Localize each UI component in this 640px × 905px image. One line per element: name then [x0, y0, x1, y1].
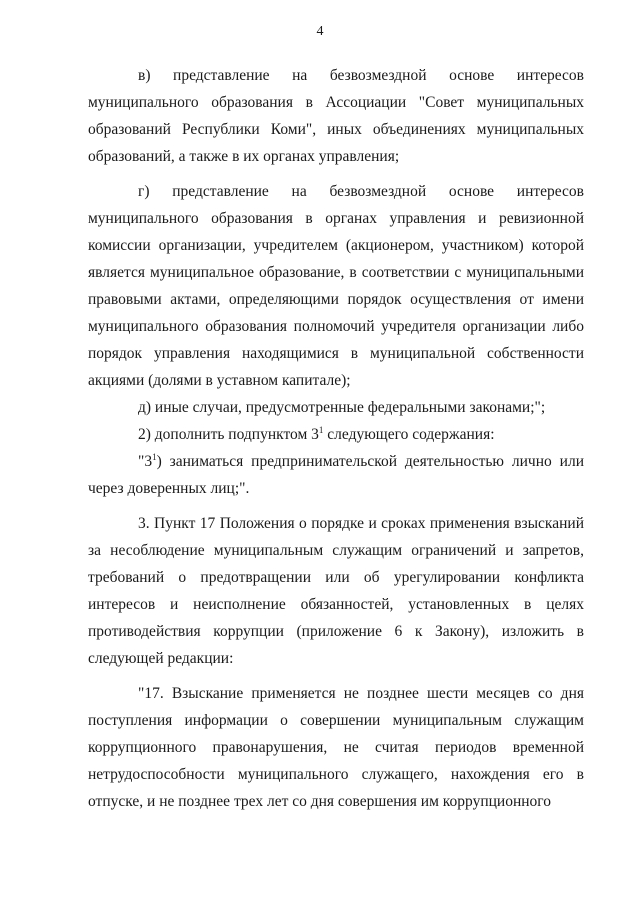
superscript-one: 1 — [152, 452, 157, 462]
paragraph-amend-2 — [88, 421, 584, 448]
paragraph-sub-3-1 — [88, 448, 584, 502]
sub-3-1-text: "3 — [138, 453, 153, 470]
paragraph-d: д) иные случаи, предусмотренные федеральными законами;"; — [138, 399, 546, 416]
paragraph-v: в) представление на безвозмездной основе интересов муниципального образования в Ассоциации "Совет муниципальных образований Республики Коми", иных объединениях муниципальных образований, а также в их органах управления; — [88, 67, 584, 165]
paragraph-g: г) представление на безвозмездной основе интересов муниципального образования в органах управления и ревизионной комиссии организации, учредителем (акционером, участником) которой является муниципальное образование, в соответствии с муниципальными правовыми актами, определяющими порядок осуществления от имени муниципального образования полномочий учредителя организации либо порядок управления находящимися в муниципальной собственности акциями (долями в уставном капитале); — [88, 183, 584, 389]
document-body — [88, 62, 584, 815]
paragraph-item-3: 3. Пункт 17 Положения о порядке и сроках применения взысканий за несоблюдение муниципальным служащим ограничений и запретов, требований о предотвращении или об урегулировании конфликта интересов и неисполнение обязанностей, установленных в целях противодействия коррупции (приложение 6 к Закону), изложить в следующей редакции: — [88, 515, 584, 667]
superscript-one: 1 — [318, 425, 324, 435]
sub-3-1-text-end: ) заниматься предпринимательской деятельностью лично или через доверенных лиц;". — [88, 453, 584, 497]
amend-2-text: 2) дополнить подпунктом 3 — [138, 426, 319, 443]
paragraph-item-17: "17. Взыскание применяется не позднее шести месяцев со дня поступления информации о совершении муниципальным служащим коррупционного правонарушения, не считая периодов временной нетрудоспособности муниципального служащего, нахождения его в отпуске, и не позднее трех лет со дня совершения им коррупционного — [88, 685, 584, 810]
page-number: 4 — [316, 24, 324, 39]
amend-2-text-end: следующего содержания: — [323, 426, 495, 443]
